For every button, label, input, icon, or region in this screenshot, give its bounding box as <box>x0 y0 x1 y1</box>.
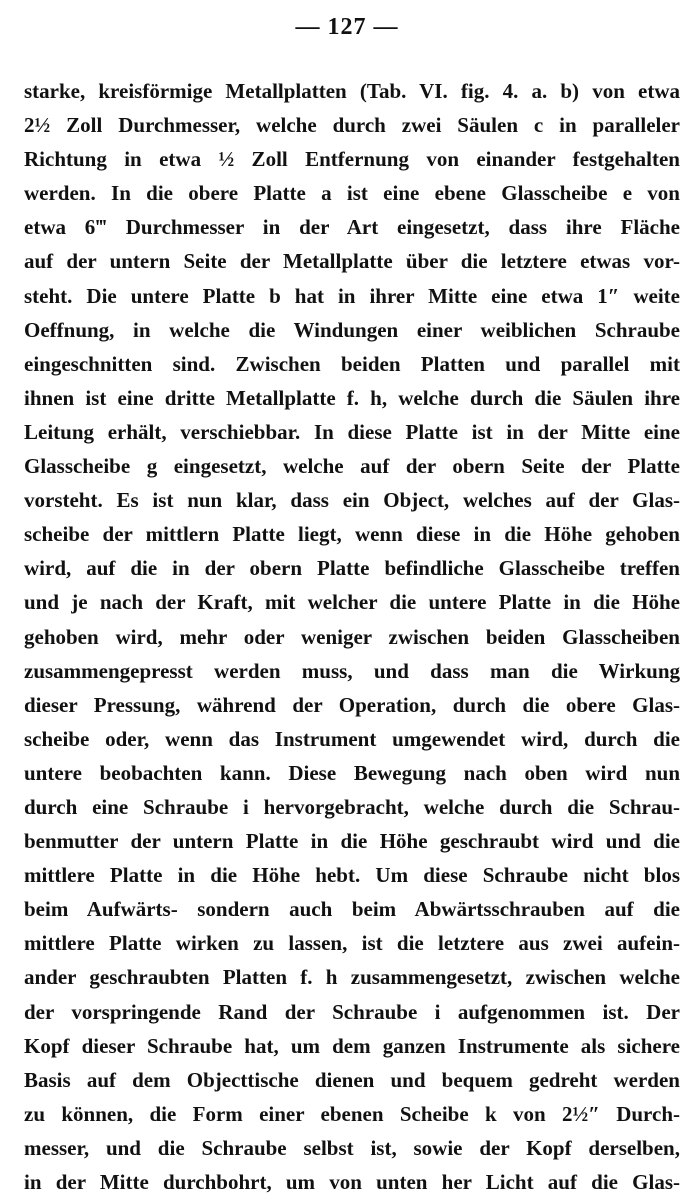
text-line: wird, auf die in der obern Platte befindliche Glasscheibe treffen <box>24 556 680 581</box>
text-line: beim Aufwärts- sondern auch beim Abwärtsschrauben auf die <box>24 897 680 922</box>
text-line: zu können, die Form einer ebenen Scheibe k von 2½″ Durch- <box>24 1101 680 1126</box>
text-line: scheibe oder, wenn das Instrument umgewendet wird, durch die <box>24 726 680 751</box>
text-line: mittlere Platte in die Höhe hebt. Um diese Schraube nicht blos <box>24 863 680 888</box>
text-line: der vorspringende Rand der Schraube i aufgenommen ist. Der <box>24 999 680 1024</box>
text-line: eingeschnitten sind. Zwischen beiden Platten und parallel mit <box>24 351 680 376</box>
text-line: durch eine Schraube i hervorgebracht, welche durch die Schrau- <box>24 794 680 819</box>
text-line: steht. Die untere Platte b hat in ihrer Mitte eine etwa 1″ weite <box>24 283 680 308</box>
text-line: benmutter der untern Platte in die Höhe geschraubt wird und die <box>24 829 680 854</box>
text-line: 2½ Zoll Durchmesser, welche durch zwei Säulen c in paralleler <box>24 113 680 138</box>
text-line: scheibe der mittlern Platte liegt, wenn diese in die Höhe gehoben <box>24 522 680 547</box>
text-line: starke, kreisförmige Metallplatten (Tab. VI. fig. 4. a. b) von etwa <box>24 79 680 103</box>
text-line: Basis auf dem Objecttische dienen und bequem gedreht werden <box>24 1067 680 1092</box>
text-line: etwa 6‴ Durchmesser in der Art eingesetzt, dass ihre Fläche <box>24 215 680 240</box>
text-line: Leitung erhält, verschiebbar. In diese Platte ist in der Mitte eine <box>24 419 680 444</box>
text-line: zusammengepresst werden muss, und dass man die Wirkung <box>24 658 680 683</box>
text-line: vorsteht. Es ist nun klar, dass ein Object, welches auf der Glas- <box>24 488 680 513</box>
text-line: untere beobachten kann. Diese Bewegung nach oben wird nun <box>24 760 680 785</box>
text-line: Richtung in etwa ½ Zoll Entfernung von einander festgehalten <box>24 147 680 172</box>
text-line: messer, und die Schraube selbst ist, sowie der Kopf derselben, <box>24 1135 680 1160</box>
text-line: Oeffnung, in welche die Windungen einer weiblichen Schraube <box>24 317 680 342</box>
page-number: — 127 — <box>295 14 399 40</box>
text-line: Glasscheibe g eingesetzt, welche auf der obern Seite der Platte <box>24 454 680 479</box>
text-line: werden. In die obere Platte a ist eine ebene Glasscheibe e von <box>24 181 680 206</box>
text-line: ihnen ist eine dritte Metallplatte f. h, welche durch die Säulen ihre <box>24 385 680 410</box>
text-line: auf der untern Seite der Metallplatte über die letztere etwas vor- <box>24 249 680 274</box>
text-line: mittlere Platte wirken zu lassen, ist die letztere aus zwei aufein- <box>24 931 680 956</box>
text-line: gehoben wird, mehr oder weniger zwischen beiden Glasscheiben <box>24 624 680 649</box>
text-line: ander geschraubten Platten f. h zusammengesetzt, zwischen welche <box>24 965 680 990</box>
text-line: Kopf dieser Schraube hat, um dem ganzen Instrumente als sichere <box>24 1033 680 1058</box>
text-line: und je nach der Kraft, mit welcher die untere Platte in die Höhe <box>24 590 680 615</box>
text-line: in der Mitte durchbohrt, um von unten her Licht auf die Glas- <box>24 1170 680 1194</box>
body-text <box>24 74 680 1199</box>
text-line: dieser Pressung, während der Operation, durch die obere Glas- <box>24 692 680 717</box>
